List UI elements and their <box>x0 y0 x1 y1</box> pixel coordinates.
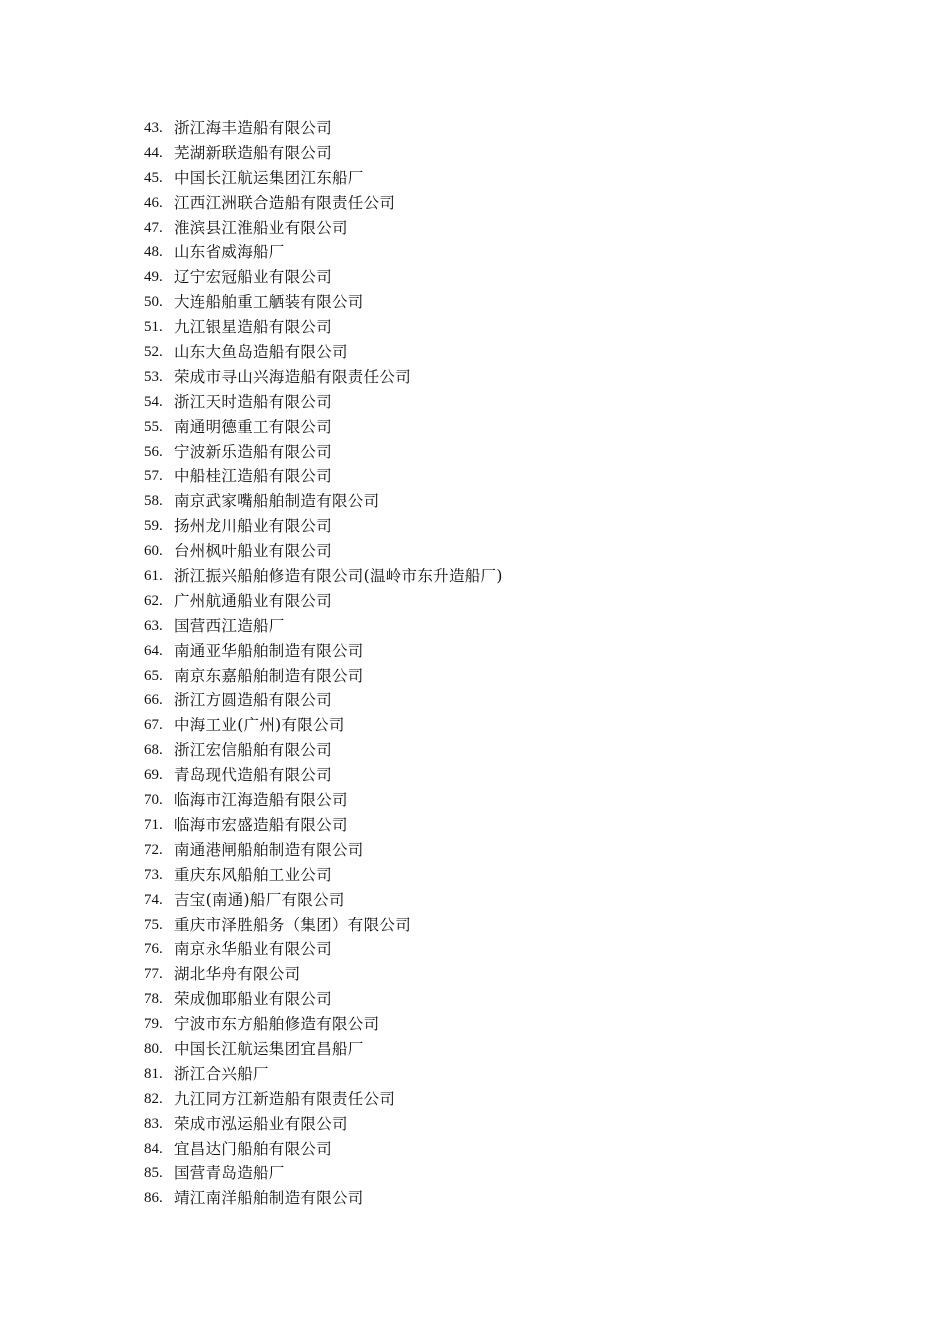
list-item <box>144 987 503 1012</box>
list-item <box>144 315 503 340</box>
company-name: 国营青岛造船厂 <box>174 1164 285 1183</box>
item-number: 55. <box>144 418 163 435</box>
company-name: 重庆东风船舶工业公司 <box>174 865 333 884</box>
item-number: 86. <box>144 1190 163 1207</box>
list-item <box>144 564 503 589</box>
company-name: 南通港闸船舶制造有限公司 <box>174 840 364 859</box>
list-item <box>144 440 503 465</box>
company-name: 淮滨县江淮船业有限公司 <box>174 218 348 237</box>
item-number: 57. <box>144 468 163 485</box>
item-number: 45. <box>144 169 163 186</box>
company-name: 宜昌达门船舶有限公司 <box>174 1139 333 1158</box>
company-name: 宁波新乐造船有限公司 <box>174 442 333 461</box>
list-item <box>144 1112 503 1137</box>
company-name: 山东大鱼岛造船有限公司 <box>174 343 348 362</box>
company-name: 南通明德重工有限公司 <box>174 417 333 436</box>
item-number: 65. <box>144 667 163 684</box>
company-name: 浙江宏信船舶有限公司 <box>174 741 333 760</box>
company-name: 中国长江航运集团江东船厂 <box>174 168 364 187</box>
company-name: 浙江方圆造船有限公司 <box>174 691 333 710</box>
company-name: 荣成伽耶船业有限公司 <box>174 990 333 1009</box>
item-number: 53. <box>144 368 163 385</box>
item-number: 56. <box>144 443 163 460</box>
item-number: 71. <box>144 816 163 833</box>
item-number: 84. <box>144 1140 163 1157</box>
item-number: 67. <box>144 717 163 734</box>
company-name: 吉宝(南通)船厂有限公司 <box>174 890 345 909</box>
item-number: 59. <box>144 518 163 535</box>
item-number: 75. <box>144 916 163 933</box>
list-item <box>144 1037 503 1062</box>
item-number: 58. <box>144 493 163 510</box>
company-name: 南通亚华船舶制造有限公司 <box>174 641 364 660</box>
company-name: 浙江振兴船舶修造有限公司(温岭市东升造船厂) <box>174 567 503 586</box>
company-name: 靖江南洋船舶制造有限公司 <box>174 1189 364 1208</box>
item-number: 70. <box>144 792 163 809</box>
list-item <box>144 713 503 738</box>
item-number: 64. <box>144 642 163 659</box>
list-item <box>144 1087 503 1112</box>
item-number: 82. <box>144 1090 163 1107</box>
company-name: 南京东嘉船舶制造有限公司 <box>174 666 364 685</box>
item-number: 44. <box>144 144 163 161</box>
list-item <box>144 116 503 141</box>
item-number: 60. <box>144 543 163 560</box>
list-item <box>144 614 503 639</box>
item-number: 47. <box>144 219 163 236</box>
list-item <box>144 365 503 390</box>
list-item <box>144 1186 503 1211</box>
company-name: 扬州龙川船业有限公司 <box>174 517 333 536</box>
list-item <box>144 539 503 564</box>
company-name: 九江同方江新造船有限责任公司 <box>174 1089 396 1108</box>
item-number: 85. <box>144 1165 163 1182</box>
item-number: 76. <box>144 941 163 958</box>
list-item <box>144 913 503 938</box>
item-number: 78. <box>144 991 163 1008</box>
list-item <box>144 265 503 290</box>
item-number: 72. <box>144 841 163 858</box>
list-item <box>144 240 503 265</box>
company-name: 中国长江航运集团宜昌船厂 <box>174 1039 364 1058</box>
list-item <box>144 962 503 987</box>
item-number: 74. <box>144 891 163 908</box>
company-list <box>144 116 503 1211</box>
list-item <box>144 415 503 440</box>
item-number: 66. <box>144 692 163 709</box>
list-item <box>144 489 503 514</box>
item-number: 49. <box>144 269 163 286</box>
company-name: 山东省威海船厂 <box>174 243 285 262</box>
company-name: 宁波市东方船舶修造有限公司 <box>174 1015 380 1034</box>
company-name: 芜湖新联造船有限公司 <box>174 143 333 162</box>
company-name: 青岛现代造船有限公司 <box>174 766 333 785</box>
company-name: 国营西江造船厂 <box>174 616 285 635</box>
item-number: 68. <box>144 742 163 759</box>
list-item <box>144 937 503 962</box>
item-number: 46. <box>144 194 163 211</box>
company-name: 浙江合兴船厂 <box>174 1064 269 1083</box>
company-name: 江西江洲联合造船有限责任公司 <box>174 193 396 212</box>
company-name: 广州航通船业有限公司 <box>174 591 333 610</box>
list-item <box>144 1137 503 1162</box>
item-number: 80. <box>144 1040 163 1057</box>
item-number: 69. <box>144 767 163 784</box>
list-item <box>144 639 503 664</box>
item-number: 51. <box>144 319 163 336</box>
company-name: 辽宁宏冠船业有限公司 <box>174 268 333 287</box>
list-item <box>144 166 503 191</box>
list-item <box>144 688 503 713</box>
list-item <box>144 1012 503 1037</box>
item-number: 79. <box>144 1016 163 1033</box>
company-name: 湖北华舟有限公司 <box>174 965 301 984</box>
company-name: 南京永华船业有限公司 <box>174 940 333 959</box>
item-number: 77. <box>144 966 163 983</box>
list-item <box>144 216 503 241</box>
company-name: 重庆市泽胜船务（集团）有限公司 <box>174 915 412 934</box>
company-name: 浙江海丰造船有限公司 <box>174 119 333 137</box>
list-item <box>144 141 503 166</box>
list-item <box>144 813 503 838</box>
list-item <box>144 888 503 913</box>
item-number: 63. <box>144 617 163 634</box>
company-name: 中船桂江造船有限公司 <box>174 467 333 486</box>
item-number: 81. <box>144 1065 163 1082</box>
list-item <box>144 838 503 863</box>
list-item <box>144 664 503 689</box>
list-item <box>144 1062 503 1087</box>
item-number: 62. <box>144 592 163 609</box>
company-name: 荣成市寻山兴海造船有限责任公司 <box>174 367 412 386</box>
company-name: 临海市江海造船有限公司 <box>174 791 348 810</box>
list-item <box>144 390 503 415</box>
item-number: 50. <box>144 294 163 311</box>
item-number: 54. <box>144 393 163 410</box>
company-name: 九江银星造船有限公司 <box>174 318 333 337</box>
item-number: 52. <box>144 344 163 361</box>
company-name: 中海工业(广州)有限公司 <box>174 716 345 735</box>
list-item <box>144 788 503 813</box>
item-number: 83. <box>144 1115 163 1132</box>
list-item <box>144 191 503 216</box>
item-number: 48. <box>144 244 163 261</box>
list-item <box>144 464 503 489</box>
list-item <box>144 1161 503 1186</box>
item-number: 73. <box>144 866 163 883</box>
item-number: 43. <box>144 120 163 136</box>
item-number: 61. <box>144 568 163 585</box>
list-item <box>144 290 503 315</box>
company-name: 荣成市泓运船业有限公司 <box>174 1114 348 1133</box>
list-item <box>144 763 503 788</box>
company-name: 大连船舶重工舾装有限公司 <box>174 293 364 312</box>
company-name: 台州枫叶船业有限公司 <box>174 542 333 561</box>
list-item <box>144 514 503 539</box>
list-item <box>144 738 503 763</box>
list-item <box>144 589 503 614</box>
company-name: 南京武家嘴船舶制造有限公司 <box>174 492 380 511</box>
list-item <box>144 863 503 888</box>
company-name: 浙江天时造船有限公司 <box>174 392 333 411</box>
list-item <box>144 340 503 365</box>
company-name: 临海市宏盛造船有限公司 <box>174 815 348 834</box>
